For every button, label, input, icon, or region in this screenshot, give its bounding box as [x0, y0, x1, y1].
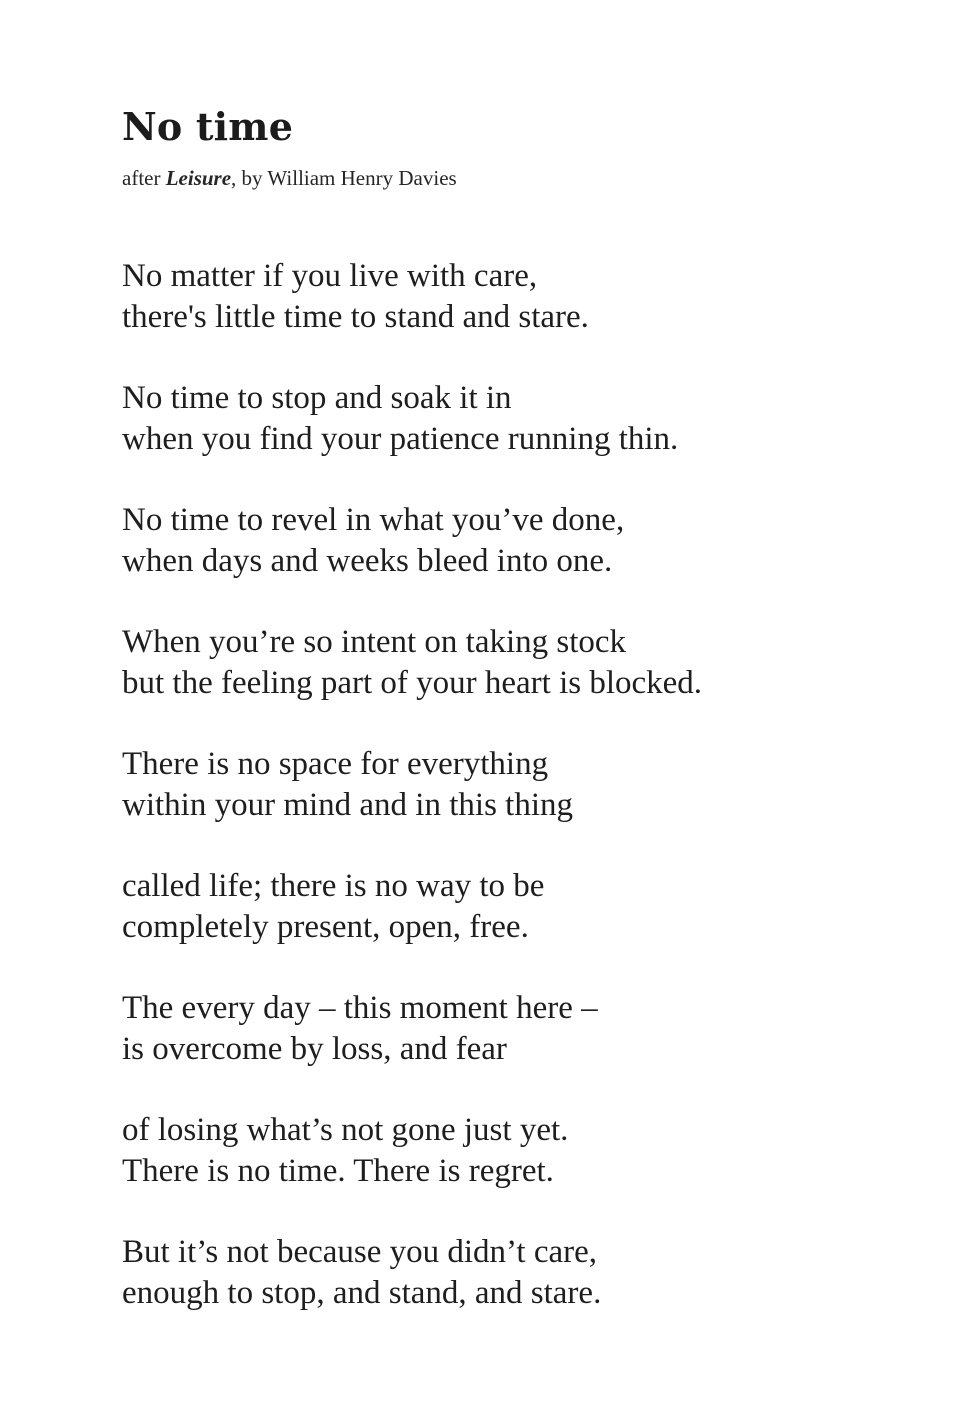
poem-line: within your mind and in this thing	[122, 787, 573, 823]
stanza-8	[122, 1110, 922, 1192]
poem-line: there's little time to stand and stare.	[122, 299, 589, 335]
stanza-4	[122, 622, 922, 704]
stanza-9	[122, 1232, 922, 1314]
stanza-5	[122, 744, 922, 826]
poem-line: called life; there is no way to be	[122, 868, 545, 904]
poem-line: completely present, open, free.	[122, 909, 529, 945]
poem-line: when days and weeks bleed into one.	[122, 543, 613, 579]
poem-line: When you’re so intent on taking stock	[122, 624, 627, 660]
poem-line: is overcome by loss, and fear	[122, 1031, 507, 1067]
stanza-3	[122, 500, 922, 582]
poem-line: There is no space for everything	[122, 746, 549, 782]
poem-line: No time to revel in what you’ve done,	[122, 502, 625, 538]
stanza-1	[122, 256, 922, 338]
poem-body	[122, 256, 922, 1314]
poem-line: There is no time. There is regret.	[122, 1153, 554, 1189]
poem-line: but the feeling part of your heart is blocked.	[122, 665, 703, 701]
poem-line: No time to stop and soak it in	[122, 380, 512, 416]
subtitle-attribution: , by William Henry Davies	[231, 166, 457, 190]
poem-page	[122, 100, 922, 1354]
poem-subtitle	[122, 164, 922, 192]
stanza-6	[122, 866, 922, 948]
poem-title: No time	[122, 104, 294, 149]
poem-line: But it’s not because you didn’t care,	[122, 1234, 598, 1270]
poem-line: enough to stop, and stand, and stare.	[122, 1275, 602, 1311]
poem-line: The every day – this moment here –	[122, 990, 598, 1026]
subtitle-prefix: after	[122, 166, 166, 190]
poem-line: when you find your patience running thin.	[122, 421, 679, 457]
subtitle-work-title: Leisure	[165, 166, 232, 190]
poem-line: of losing what’s not gone just yet.	[122, 1112, 569, 1148]
poem-line: No matter if you live with care,	[122, 258, 538, 294]
stanza-2	[122, 378, 922, 460]
stanza-7	[122, 988, 922, 1070]
